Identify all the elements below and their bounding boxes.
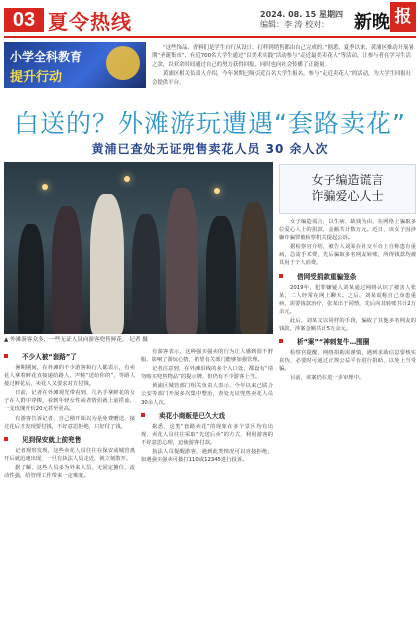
promo-line1: 小学全科教育 bbox=[10, 50, 83, 64]
subsection-heading bbox=[279, 336, 416, 346]
news-photo bbox=[4, 162, 273, 334]
middle-column bbox=[141, 348, 273, 465]
header-meta bbox=[260, 10, 343, 30]
promo-banner bbox=[4, 42, 146, 88]
body-paragraph: 有游客表示，这种强买强卖的行为让人感到很不舒服，影响了游玩心情，希望有关部门能够加强管理。 bbox=[141, 349, 273, 364]
body-paragraph: 据悉，这类“套路卖花”的现象在多个景区均有出现，卖花人员往往采取“先送后卖”的方式，利用游客的不好意思心理，迫使游客付款。 bbox=[141, 423, 273, 446]
logo-text: 新晚 bbox=[354, 12, 390, 33]
subsection-heading bbox=[279, 271, 416, 281]
person-silhouette bbox=[132, 214, 160, 334]
intro-paragraph: 黄浦区相关负责人介绍，今年暑期已吸引近百名大学生报名，参与“走近卖花人”的活动，为大学生回报社会提供平台。 bbox=[152, 71, 412, 86]
left-column bbox=[4, 348, 135, 481]
body-paragraph: 执法人员提醒游客，遇到此类情况可以直接拒绝，如遇强买强卖可拨打110或12345进行投诉。 bbox=[141, 448, 273, 464]
sidebar-title bbox=[279, 172, 416, 204]
section-title: 夏令热线 bbox=[48, 10, 132, 34]
subsection-heading bbox=[4, 434, 135, 444]
sidebar-title-line: 诈骗爱心人士 bbox=[311, 189, 384, 203]
body-paragraph: 女子编造谎言，以生病、缺钱为由，在网络上骗取多位爱心人士的捐款，金额共计数万元。近日，该女子因涉嫌诈骗罪被检察机关提起公诉。 bbox=[279, 219, 416, 242]
body-paragraph: 日前，记者在外滩观光带看到，几名手拿鲜花的女子在人群中穿梭，看到年轻女性或者情侣就上前搭讪，一支玫瑰开价20元甚至更高。 bbox=[4, 390, 135, 413]
body-paragraph: 黄浦区城管部门相关负责人表示，今年以来已联合公安等部门开展多次集中整治，查处无证兜售卖花人员30余人次。 bbox=[141, 383, 273, 406]
heading-marker bbox=[279, 274, 283, 278]
body-paragraph: 检察官提醒，网络捐助需谨慎，遇到求助信息要核实真伪，必要时可通过正规公益平台进行捐助，以免上当受骗。 bbox=[279, 350, 416, 373]
subsection-heading bbox=[141, 410, 273, 420]
heading-marker bbox=[279, 339, 283, 343]
body-paragraph: 暑期期间，在外滩的不少游客和行人都表示，有卖花人拿着鲜花直接递给路人，声称“送给你的”，等路人接过鲜花后，卖花人又要求对方付钱。 bbox=[4, 365, 135, 388]
sidebar-title-line: 女子编造谎言 bbox=[311, 173, 384, 187]
street-light bbox=[214, 188, 220, 194]
body-paragraph: 2019年，犯罪嫌疑人刘某通过网络认识了被害人张某，二人经常在网上聊天。之后，刘某谎称自己身患重病，需要钱款治疗，张某出于同情，先后向其转账共计2万余元。 bbox=[279, 284, 416, 315]
street-light bbox=[42, 184, 48, 190]
subsection-title: 卖花小商贩是已久大戏 bbox=[159, 411, 225, 420]
subsection-heading bbox=[4, 351, 135, 361]
body-paragraph: 记者观察发现，这些卖花人员往往在保安或城管离开后就迅速出现，一旦有执法人员走近，就立刻散开。 bbox=[4, 447, 135, 462]
heading-marker bbox=[141, 413, 145, 417]
newspaper-logo bbox=[354, 2, 416, 34]
right-column bbox=[279, 218, 416, 384]
person-silhouette bbox=[90, 194, 124, 334]
photo-caption: ▲ 外滩游客众多，一些无证人员向游客兜售鲜花。 记者 摄 bbox=[4, 337, 148, 343]
editor-line: 编辑：李 涛 校对： bbox=[260, 20, 330, 29]
subsection-title: 借网受捐款重骗笼条 bbox=[297, 272, 357, 281]
sub-headline: 黄浦已查处无证兜售卖花人员 30 余人次 bbox=[91, 142, 329, 156]
body-paragraph: 目前，该案仍在进一步审理中。 bbox=[290, 375, 365, 382]
body-paragraph: 据了解，这些人员多为外来人员，无固定摊位，流动性强，给管理工作带来一定难度。 bbox=[4, 464, 135, 480]
person-silhouette bbox=[18, 224, 44, 334]
intro-text bbox=[152, 44, 416, 88]
body-paragraph: 有游客告诉记者，自己刚开始以为是免费赠送，接过花后才发现要付钱，不好意思拒绝，只好付了钱。 bbox=[4, 415, 135, 430]
issue-date: 2024. 08. 15 星期四 bbox=[260, 10, 343, 19]
section-number: 03 bbox=[4, 8, 44, 32]
heading-marker bbox=[4, 437, 8, 441]
body-paragraph: 记者注意到，在外滩沿线的多个入口处，都设有“请勿购买兜售物品”的提示牌，但仍有不少游客上当。 bbox=[141, 366, 273, 381]
heading-marker bbox=[4, 354, 8, 358]
street-light bbox=[124, 176, 130, 182]
person-silhouette bbox=[240, 202, 268, 334]
page-header bbox=[0, 0, 420, 42]
main-headline: 白送的？外滩游玩遭遇“套路卖花” bbox=[14, 109, 406, 138]
promo-decoration bbox=[106, 46, 140, 80]
body-paragraph: 此后，刘某又以同样的手段，骗取了其他多名网友的钱款，涉案金额共计5万余元。 bbox=[279, 317, 416, 333]
subsection-title: 见到保安就上前兜售 bbox=[22, 435, 82, 444]
person-silhouette bbox=[52, 206, 82, 334]
logo-mark: 报 bbox=[390, 2, 416, 32]
promo-line2: 提升行动 bbox=[10, 70, 63, 85]
person-silhouette bbox=[166, 188, 198, 334]
header-divider bbox=[4, 36, 416, 38]
subsection-title: 不少人被“套路”了 bbox=[22, 353, 77, 361]
intro-paragraph: “这些饰品、香料们是学生自行从设计、打样到销售都由自己完成的。”据悉，夏季以来，黄浦区推动开展暑期“圣诞集市”，有近700名大学生通过“以美术实践”活动参与“走近最美卖花人”等活动，让参与者在学习生活之余，以业余时间通过自己的努力获得回报，同时也向社会传播了正能量。 bbox=[152, 45, 414, 68]
person-silhouette bbox=[206, 216, 236, 334]
subsection-title: 析“案”“神刺复牛…围圈 bbox=[297, 338, 370, 347]
body-paragraph: 据检察官介绍，被告人刘某在社交平台上自称患有重病，急需手术费，先后骗取多名网友转账，所得钱款均被其用于个人消费。 bbox=[279, 244, 416, 267]
